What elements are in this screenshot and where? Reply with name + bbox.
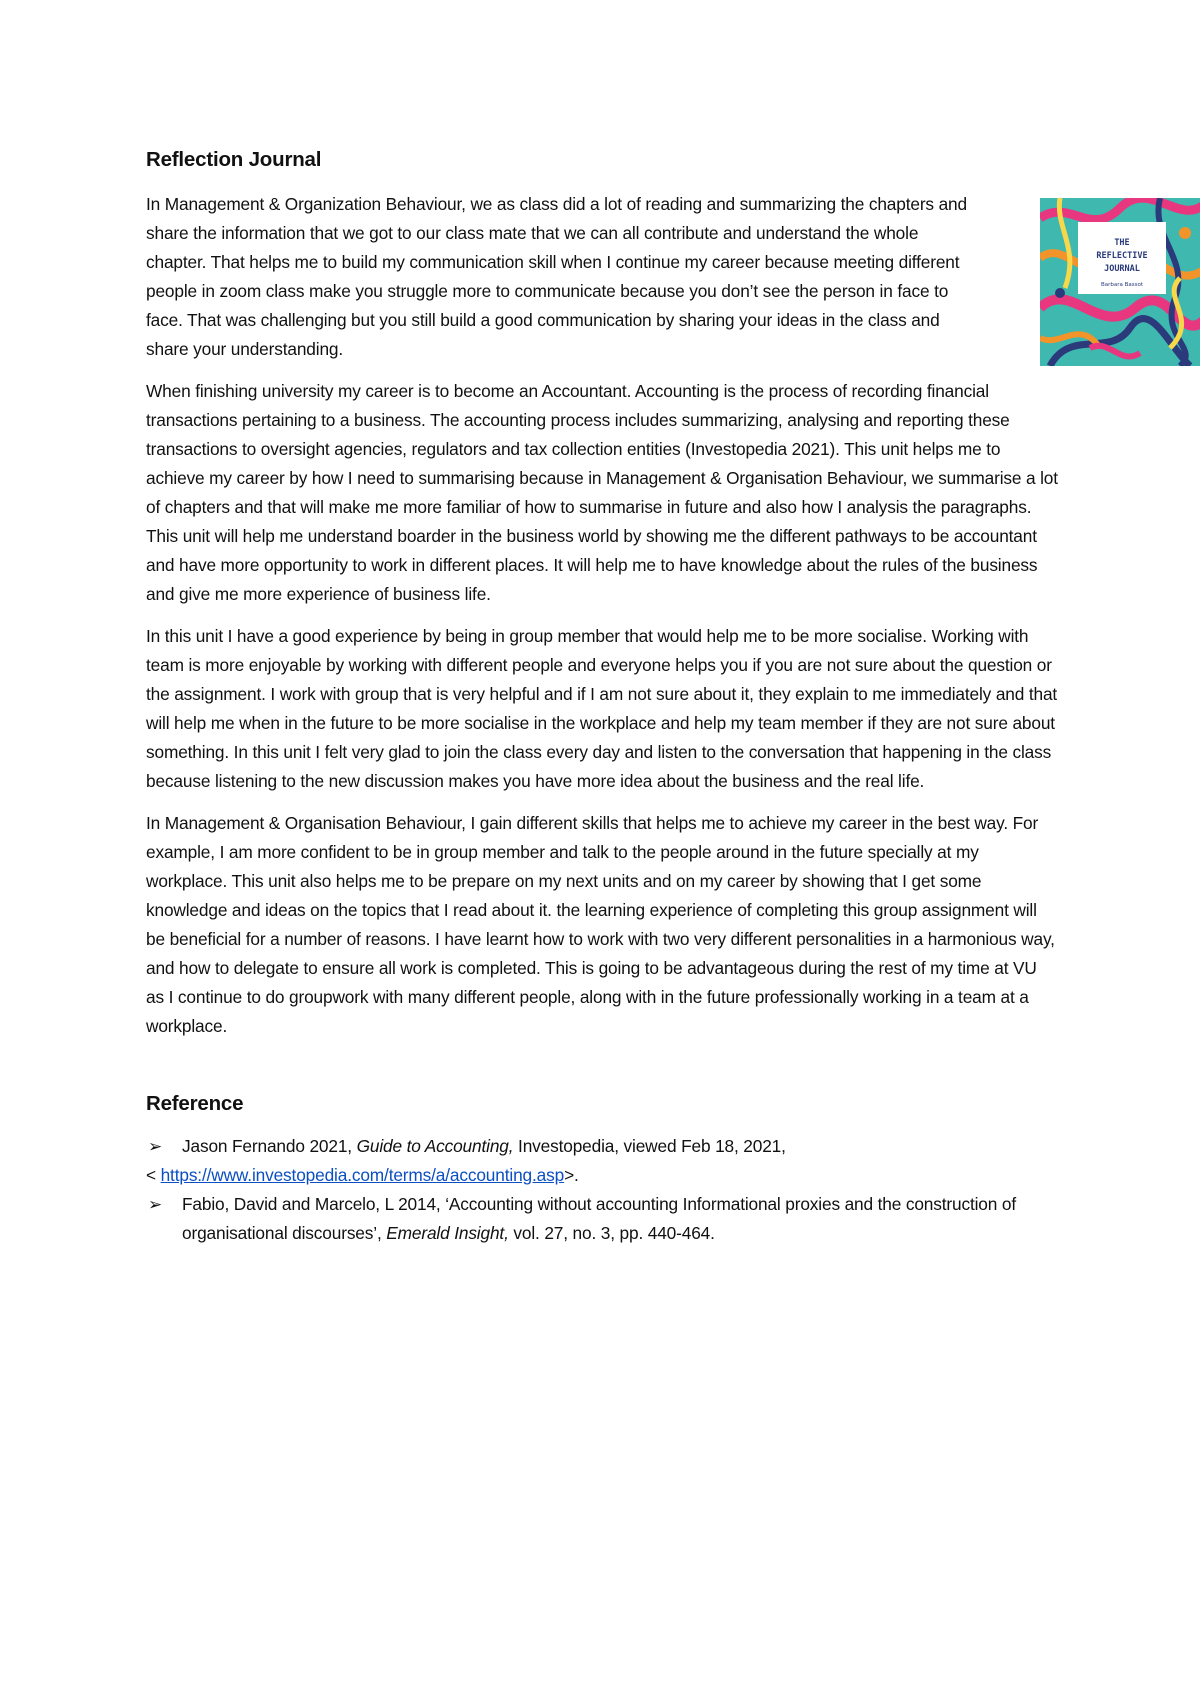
references-heading: Reference	[146, 1092, 244, 1115]
paragraph-4: In Management & Organisation Behaviour, I gain different skills that helps me to achieve my career in the best way. For example, I am more confident to be in group member and talk to the people around in the future specially at my workplace. This unit also helps me to be prepare on my next units and on my career by showing that I get some knowledge and ideas on the topics that I read about it. the learning experience of completing this group assignment will be beneficial for a number of reasons. I have learnt how to work with two very different personalities in a harmonious way, and how to delegate to ensure all work is completed. This is going to be advantageous during the rest of my time at VU as I continue to do groupwork with many different people, along with in the future professionally working in a team at a workplace.	[146, 813, 1055, 1036]
document-body	[146, 148, 1058, 1248]
reference-text: Investopedia, viewed Feb 18, 2021,	[513, 1136, 786, 1156]
book-cover-image	[1040, 198, 1200, 366]
cover-title-line3: JOURNAL	[1104, 264, 1140, 274]
cover-title-line1: THE	[1114, 238, 1130, 248]
reference-url-close: >.	[564, 1165, 579, 1185]
paragraph-3: In this unit I have a good experience by being in group member that would help me to be more socialise. Working with team is more enjoyable by working with different people and everyone helps you if you are not sure about the question or the assignment. I work with group that is very helpful and if I am not sure about it, they explain to me immediately and that will help me when in the future to be more socialise in the workplace and help my team member if they are not sure about something. In this unit I felt very glad to join the class every day and listen to the conversation that happening in the class because listening to the new discussion makes you have more idea about the business and the real life.	[146, 626, 1058, 791]
reference-item	[146, 1190, 1058, 1248]
reference-list	[146, 1132, 1058, 1248]
cover-title-line2: REFLECTIVE	[1096, 251, 1148, 261]
arrow-bullet-icon: ➢	[148, 1195, 163, 1214]
reference-source-title: Emerald Insight,	[386, 1223, 509, 1243]
cover-author: Barbara Bassot	[1100, 282, 1144, 288]
paragraph-2: When finishing university my career is to become an Accountant. Accounting is the process of recording financial transactions pertaining to a business. The accounting process includes summarizing, analysing and reporting these transactions to oversight agencies, regulators and tax collection entities (Investopedia 2021). This unit helps me to achieve my career by how I need to summarising because in Management & Organisation Behaviour, we summarise a lot of chapters and that will make me more familiar of how to summarise in future and also how I analysis the paragraphs. This unit will help me understand boarder in the business world by showing me the different pathways to be accountant and have more opportunity to work in different places. It will help me to have knowledge about the rules of the business and give me more experience of business life.	[146, 381, 1058, 604]
page-title: Reflection Journal	[146, 148, 322, 171]
paragraph-1: In Management & Organization Behaviour, we as class did a lot of reading and summarizing the chapters and share the information that we got to our class mate that we can all contribute and understand the whole chapter. That helps me to build my communication skill when I continue my career because meeting different people in zoom class make you struggle more to communicate because you don’t see the person in face to face. That was challenging but you still build a good communication by sharing your ideas in the class and share your understanding.	[146, 194, 967, 359]
reference-text: Fabio, David and Marcelo, L 2014, ‘Accounting without accounting Informational proxies and the construction of organisational discourses’,	[182, 1194, 1016, 1243]
reference-item	[146, 1132, 1058, 1190]
reference-source-title: Guide to Accounting,	[356, 1136, 514, 1156]
reference-link[interactable]: https://www.investopedia.com/terms/a/accounting.asp	[160, 1165, 565, 1185]
reference-text: Jason Fernando 2021,	[182, 1136, 357, 1156]
arrow-bullet-icon: ➢	[148, 1137, 163, 1156]
reference-url-open: <	[146, 1165, 161, 1185]
reference-text: vol. 27, no. 3, pp. 440-464.	[508, 1223, 715, 1243]
